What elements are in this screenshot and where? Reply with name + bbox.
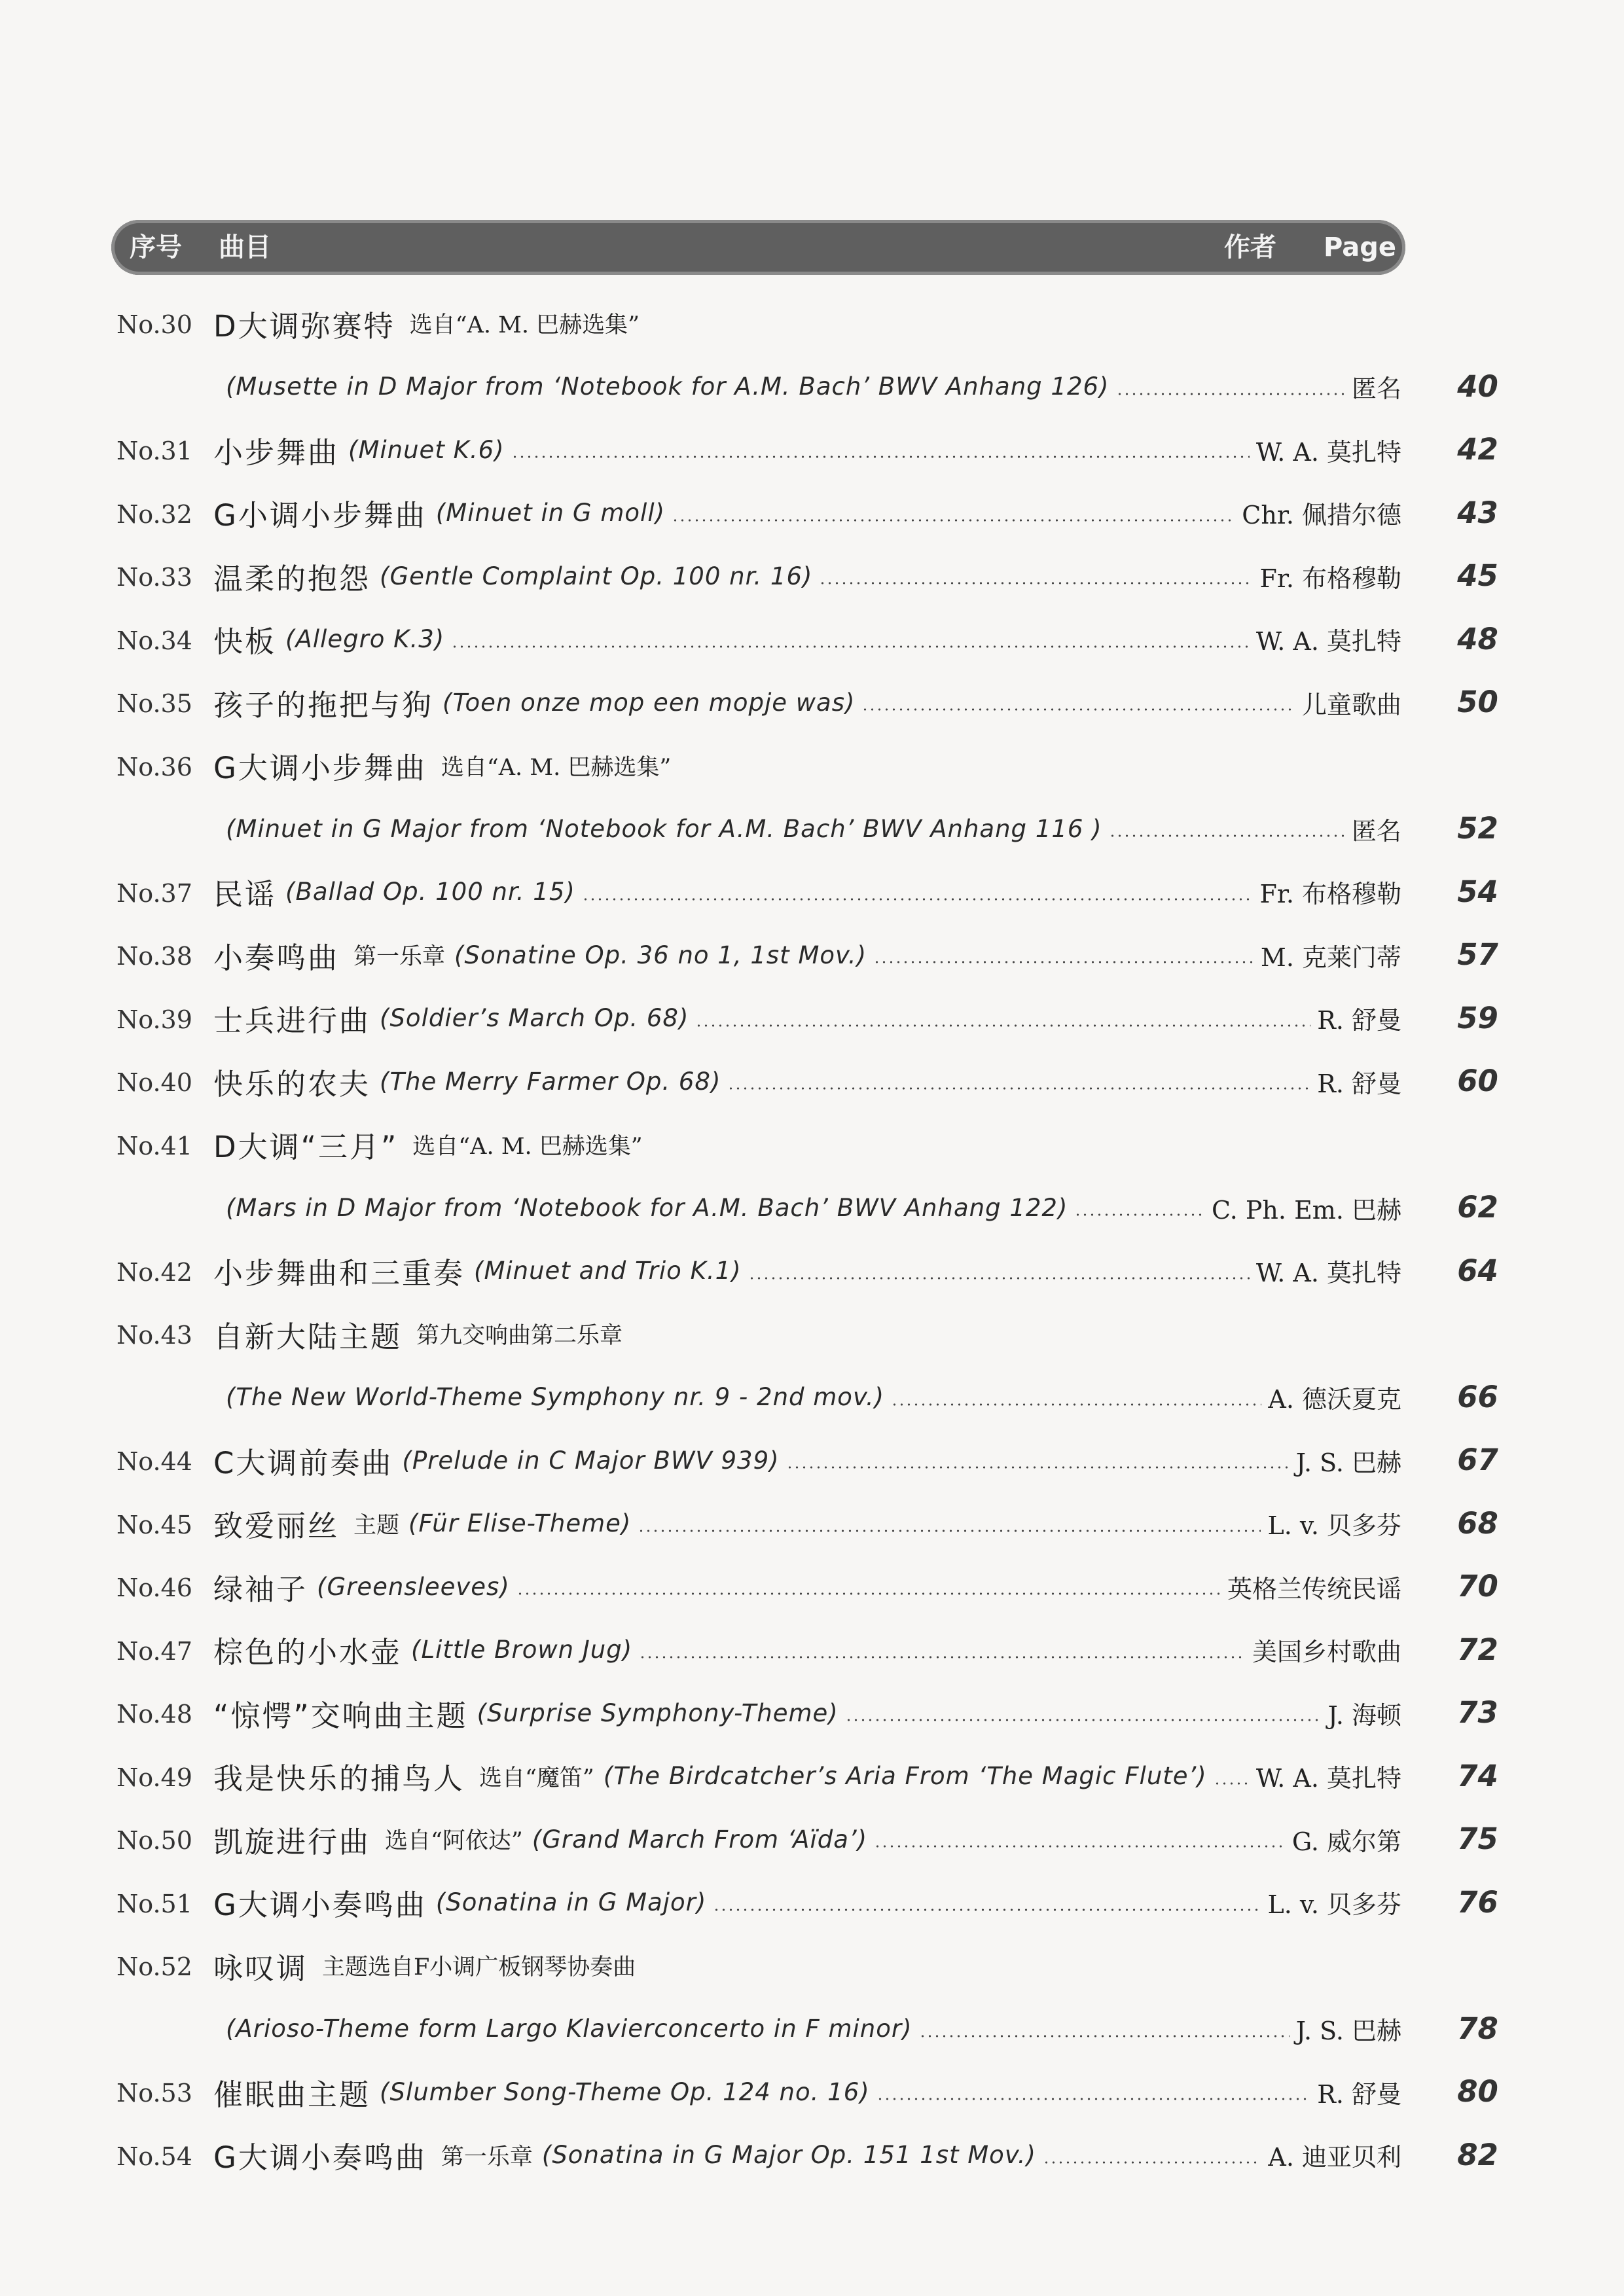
composer: R. 舒曼: [1317, 2079, 1401, 2109]
title-english: (Sonatina in G Major Op. 151 1st Mov.): [541, 2141, 1036, 2169]
toc-row: [0, 296, 1624, 359]
page-number: 82: [1457, 2137, 1498, 2172]
title-english: (Gentle Complaint Op. 100 nr. 16): [380, 562, 813, 590]
toc-row: [0, 1054, 1624, 1117]
piece-number: No.35: [117, 689, 192, 718]
dot-leader: [672, 518, 1235, 522]
title-chinese: G大调小奏鸣曲: [213, 2140, 427, 2175]
title-english: (The Merry Farmer Op. 68): [380, 1067, 721, 1096]
piece-number: No.53: [117, 2079, 192, 2108]
title-english: (Ballad Op. 100 nr. 15): [285, 878, 575, 906]
header-composer-label: 作者: [1224, 232, 1276, 262]
entry-line: [213, 1125, 1401, 1164]
piece-number: No.45: [117, 1510, 192, 1539]
toc-row: [0, 1623, 1624, 1686]
dot-leader: [845, 1718, 1322, 1722]
entry-line: [213, 1567, 1401, 1606]
toc-row: [0, 1433, 1624, 1496]
toc-row: [0, 548, 1624, 612]
dot-leader: [1043, 2161, 1261, 2164]
title-english: (Sonatine Op. 36 no 1, 1st Mov.): [454, 941, 867, 969]
entry-line: [213, 1693, 1401, 1732]
entry-line: [226, 1378, 1401, 1417]
dot-leader: [874, 1844, 1286, 1848]
title-note: 第九交响曲第二乐章: [416, 1323, 623, 1349]
title-english: (Minuet in G Major from ‘Notebook for A.M. Bach’ BWV Anhang 116 ): [226, 814, 1102, 843]
toc-row: [0, 1559, 1624, 1623]
entry-line: [213, 1441, 1401, 1480]
page-number: 72: [1457, 1632, 1498, 1667]
toc-row: [0, 1117, 1624, 1181]
dot-leader: [873, 960, 1254, 964]
entry-line: [213, 556, 1401, 596]
piece-number: No.43: [117, 1321, 192, 1350]
entry-line: [213, 999, 1401, 1038]
title-chinese: 温柔的抱怨: [213, 561, 371, 596]
toc-row: [0, 865, 1624, 928]
title-chinese: 我是快乐的捕鸟人: [213, 1761, 465, 1796]
dot-leader: [582, 897, 1254, 901]
piece-number: No.49: [117, 1763, 192, 1792]
composer: R. 舒曼: [1317, 1069, 1401, 1098]
page-number: 75: [1457, 1821, 1498, 1856]
page-number: 64: [1457, 1253, 1498, 1288]
title-chinese: 快乐的农夫: [213, 1066, 371, 1101]
entry-line: [213, 746, 1401, 785]
entry-line: [213, 1820, 1401, 1859]
composer: A. 德沃夏克: [1268, 1385, 1401, 1414]
title-english: (Sonatina in G Major): [435, 1888, 707, 1916]
title-english: (Arioso-Theme form Largo Klavierconcerto in F minor): [226, 2015, 912, 2043]
title-chinese: 士兵进行曲: [213, 1003, 371, 1038]
title-note: 选自“魔笛”: [479, 1765, 594, 1791]
title-chinese: 民谣: [213, 877, 277, 912]
title-chinese: D大调弥赛特: [213, 308, 395, 343]
title-english: (Surprise Symphony-Theme): [477, 1698, 839, 1727]
entry-line: [213, 1251, 1401, 1291]
composer: Chr. 佩措尔德: [1242, 501, 1401, 529]
composer: L. v. 贝多芬: [1267, 1511, 1401, 1540]
page-number: 60: [1457, 1064, 1498, 1098]
composer: 匿名: [1351, 816, 1401, 846]
header-number-label: 序号: [130, 232, 182, 262]
entry-line: [226, 1188, 1401, 1227]
title-english: (Allegro K.3): [285, 625, 445, 653]
title-chinese: 自新大陆主题: [213, 1319, 403, 1354]
composer: 美国乡村歌曲: [1252, 1638, 1401, 1666]
piece-number: No.36: [117, 752, 192, 781]
dot-leader: [516, 1592, 1221, 1596]
title-note: 第一乐章: [353, 944, 446, 970]
toc-row: [0, 1685, 1624, 1749]
toc-row: [0, 1370, 1624, 1433]
entry-line: [213, 1883, 1401, 1922]
toc-row: [0, 801, 1624, 865]
piece-number: No.37: [117, 878, 192, 908]
piece-number: No.33: [117, 563, 192, 592]
dot-leader: [891, 1403, 1261, 1407]
toc-row: [0, 1306, 1624, 1370]
title-english: (Little Brown Jug): [411, 1636, 633, 1664]
composer: 儿童歌曲: [1301, 690, 1401, 719]
piece-number: No.34: [117, 626, 192, 655]
page-number: 54: [1457, 874, 1498, 909]
table-of-contents: [0, 296, 1624, 2191]
title-chinese: 小奏鸣曲: [213, 940, 340, 975]
title-english: (Soldier’s March Op. 68): [380, 1004, 689, 1032]
title-chinese: 致爱丽丝: [213, 1509, 340, 1543]
title-english: (Musette in D Major from ‘Notebook for A.M. Bach’ BWV Anhang 126): [226, 372, 1110, 401]
dot-leader: [638, 1529, 1261, 1533]
entry-line: [213, 304, 1401, 343]
piece-number: No.42: [117, 1257, 192, 1287]
dot-leader: [1116, 392, 1345, 396]
title-english: (Mars in D Major from ‘Notebook for A.M. Bach’ BWV Anhang 122): [226, 1193, 1068, 1222]
page-number: 59: [1457, 1000, 1498, 1035]
dot-leader: [819, 581, 1253, 585]
piece-number: No.50: [117, 1826, 192, 1855]
toc-row: [0, 1875, 1624, 1939]
title-chinese: 棕色的小水壶: [213, 1635, 403, 1670]
toc-row: [0, 991, 1624, 1054]
page-number: 52: [1457, 811, 1498, 846]
piece-number: No.52: [117, 1952, 192, 1981]
dot-leader: [861, 708, 1295, 711]
composer: W. A. 莫扎特: [1255, 437, 1401, 467]
toc-row: [0, 927, 1624, 991]
composer: 匿名: [1351, 374, 1401, 403]
page-number: 68: [1457, 1505, 1498, 1541]
page-number: 66: [1457, 1379, 1498, 1414]
toc-row: [0, 359, 1624, 423]
entry-line: [213, 430, 1401, 469]
title-chinese: 催眠曲主题: [213, 2077, 371, 2111]
title-chinese: G大调小奏鸣曲: [213, 1888, 427, 1922]
toc-row: [0, 1180, 1624, 1244]
table-header: [111, 220, 1405, 275]
piece-number: No.51: [117, 1889, 192, 1918]
title-chinese: G小调小步舞曲: [213, 498, 427, 533]
title-chinese: D大调“三月”: [213, 1130, 399, 1164]
title-english: (Prelude in C Major BWV 939): [402, 1446, 780, 1475]
composer: J. S. 巴赫: [1295, 2017, 1401, 2045]
composer: R. 舒曼: [1317, 1006, 1401, 1035]
entry-line: [213, 1946, 1401, 1985]
entry-line: [213, 620, 1401, 659]
header-title-label: 曲目: [219, 232, 271, 262]
piece-number: No.46: [117, 1573, 192, 1602]
page-number: 78: [1457, 2011, 1498, 2046]
toc-row: [0, 675, 1624, 738]
header-page-label: Page: [1324, 232, 1396, 262]
piece-number: No.48: [117, 1700, 192, 1729]
dot-leader: [695, 1024, 1310, 1028]
title-english: (Slumber Song-Theme Op. 124 no. 16): [380, 2077, 870, 2106]
title-english: (The Birdcatcher’s Aria From ‘The Magic Flute’): [603, 1762, 1207, 1790]
entry-line: [213, 1504, 1401, 1543]
title-english: (Greensleeves): [317, 1572, 510, 1601]
entry-line: [213, 1630, 1401, 1670]
toc-row: [0, 486, 1624, 549]
entry-line: [226, 809, 1401, 848]
composer: Fr. 布格穆勒: [1259, 880, 1401, 908]
title-chinese: “惊愕”交响曲主题: [213, 1698, 468, 1732]
dot-leader: [713, 1908, 1261, 1912]
composer: G. 威尔第: [1291, 1827, 1401, 1856]
composer: Fr. 布格穆勒: [1259, 564, 1401, 593]
toc-row: [0, 612, 1624, 675]
piece-number: No.38: [117, 942, 192, 971]
entry-line: [213, 493, 1401, 533]
title-note: 第一乐章: [441, 2144, 533, 2170]
title-note: 选自“A. M. 巴赫选集”: [441, 754, 672, 781]
title-english: (The New World-Theme Symphony nr. 9 - 2nd mov.): [226, 1383, 885, 1411]
entry-line: [213, 1314, 1401, 1354]
entry-line: [226, 367, 1401, 406]
page-number: 48: [1457, 621, 1498, 656]
piece-number: No.40: [117, 1068, 192, 1097]
composer: J. 海顿: [1327, 1700, 1401, 1730]
title-chinese: G大调小步舞曲: [213, 751, 427, 785]
page-number: 76: [1457, 1884, 1498, 1920]
page-number: 74: [1457, 1758, 1498, 1793]
toc-row: [0, 1938, 1624, 2001]
piece-number: No.47: [117, 1636, 192, 1666]
composer: C. Ph. Em. 巴赫: [1211, 1195, 1401, 1225]
page-number: 67: [1457, 1443, 1498, 1477]
composer: W. A. 莫扎特: [1255, 627, 1401, 656]
toc-row: [0, 422, 1624, 486]
title-note: 主题: [353, 1512, 400, 1539]
title-note: 主题选自F小调广板钢琴协奏曲: [322, 1954, 636, 1981]
toc-row: [0, 1812, 1624, 1875]
title-english: (Grand March From ‘Aïda’): [532, 1825, 868, 1854]
dot-leader: [748, 1276, 1250, 1280]
dot-leader: [876, 2097, 1311, 2101]
piece-number: No.41: [117, 1131, 192, 1160]
title-note: 选自“A. M. 巴赫选集”: [409, 312, 640, 338]
toc-row: [0, 2001, 1624, 2065]
page-number: 42: [1457, 432, 1498, 467]
title-chinese: 小步舞曲: [213, 435, 340, 469]
toc-row: [0, 738, 1624, 802]
title-chinese: 小步舞曲和三重奏: [213, 1256, 465, 1291]
page-number: 50: [1457, 685, 1498, 719]
title-chinese: 绿袖子: [213, 1571, 308, 1606]
page-number: 80: [1457, 2074, 1498, 2109]
composer: W. A. 莫扎特: [1255, 1764, 1401, 1793]
entry-line: [213, 935, 1401, 975]
title-note: 选自“A. M. 巴赫选集”: [412, 1133, 643, 1160]
page-number: 70: [1457, 1569, 1498, 1604]
title-english: (Für Elise-Theme): [408, 1509, 632, 1537]
entry-line: [213, 2072, 1401, 2111]
dot-leader: [786, 1465, 1290, 1469]
dot-leader: [1214, 1782, 1250, 1785]
page-number: 57: [1457, 937, 1498, 972]
dot-leader: [639, 1655, 1246, 1659]
dot-leader: [1109, 834, 1345, 838]
title-english: (Minuet and Trio K.1): [474, 1257, 742, 1285]
entry-line: [213, 683, 1401, 722]
title-english: (Toen onze mop een mopje was): [442, 688, 856, 717]
composer: J. S. 巴赫: [1295, 1448, 1401, 1477]
page-number: 43: [1457, 495, 1498, 530]
dot-leader: [511, 455, 1250, 459]
page-number: 45: [1457, 558, 1498, 593]
piece-number: No.39: [117, 1005, 192, 1034]
title-chinese: 孩子的拖把与狗: [213, 687, 434, 722]
entry-line: [213, 1062, 1401, 1101]
piece-number: No.30: [117, 310, 192, 339]
title-chinese: C大调前奏曲: [213, 1445, 393, 1480]
piece-number: No.54: [117, 2142, 192, 2171]
toc-row: [0, 2064, 1624, 2128]
entry-line: [226, 2009, 1401, 2049]
entry-line: [213, 872, 1401, 912]
entry-line: [213, 1757, 1401, 1796]
toc-row: [0, 1749, 1624, 1812]
piece-number: No.44: [117, 1447, 192, 1476]
page-number: 62: [1457, 1190, 1498, 1225]
dot-leader: [1074, 1213, 1205, 1217]
piece-number: No.31: [117, 437, 192, 465]
title-chinese: 快板: [213, 624, 277, 659]
composer: W. A. 莫扎特: [1255, 1259, 1401, 1287]
title-english: (Minuet in G moll): [435, 499, 666, 527]
title-chinese: 咏叹调: [213, 1950, 308, 1985]
dot-leader: [727, 1086, 1310, 1090]
dot-leader: [919, 2034, 1290, 2038]
composer: L. v. 贝多芬: [1267, 1890, 1401, 1919]
toc-row: [0, 1496, 1624, 1560]
composer: M. 克莱门蒂: [1260, 942, 1401, 972]
page-number: 73: [1457, 1695, 1498, 1730]
composer: 英格兰传统民谣: [1227, 1574, 1401, 1604]
page-number: 40: [1457, 368, 1498, 404]
piece-number: No.32: [117, 499, 192, 529]
title-note: 选自“阿依达”: [385, 1828, 523, 1854]
entry-line: [213, 2136, 1401, 2175]
toc-row: [0, 1244, 1624, 1307]
toc-row: [0, 2128, 1624, 2191]
dot-leader: [451, 645, 1250, 649]
title-english: (Minuet K.6): [348, 435, 505, 464]
composer: A. 迪亚贝利: [1268, 2143, 1401, 2172]
title-chinese: 凯旋进行曲: [213, 1824, 371, 1859]
